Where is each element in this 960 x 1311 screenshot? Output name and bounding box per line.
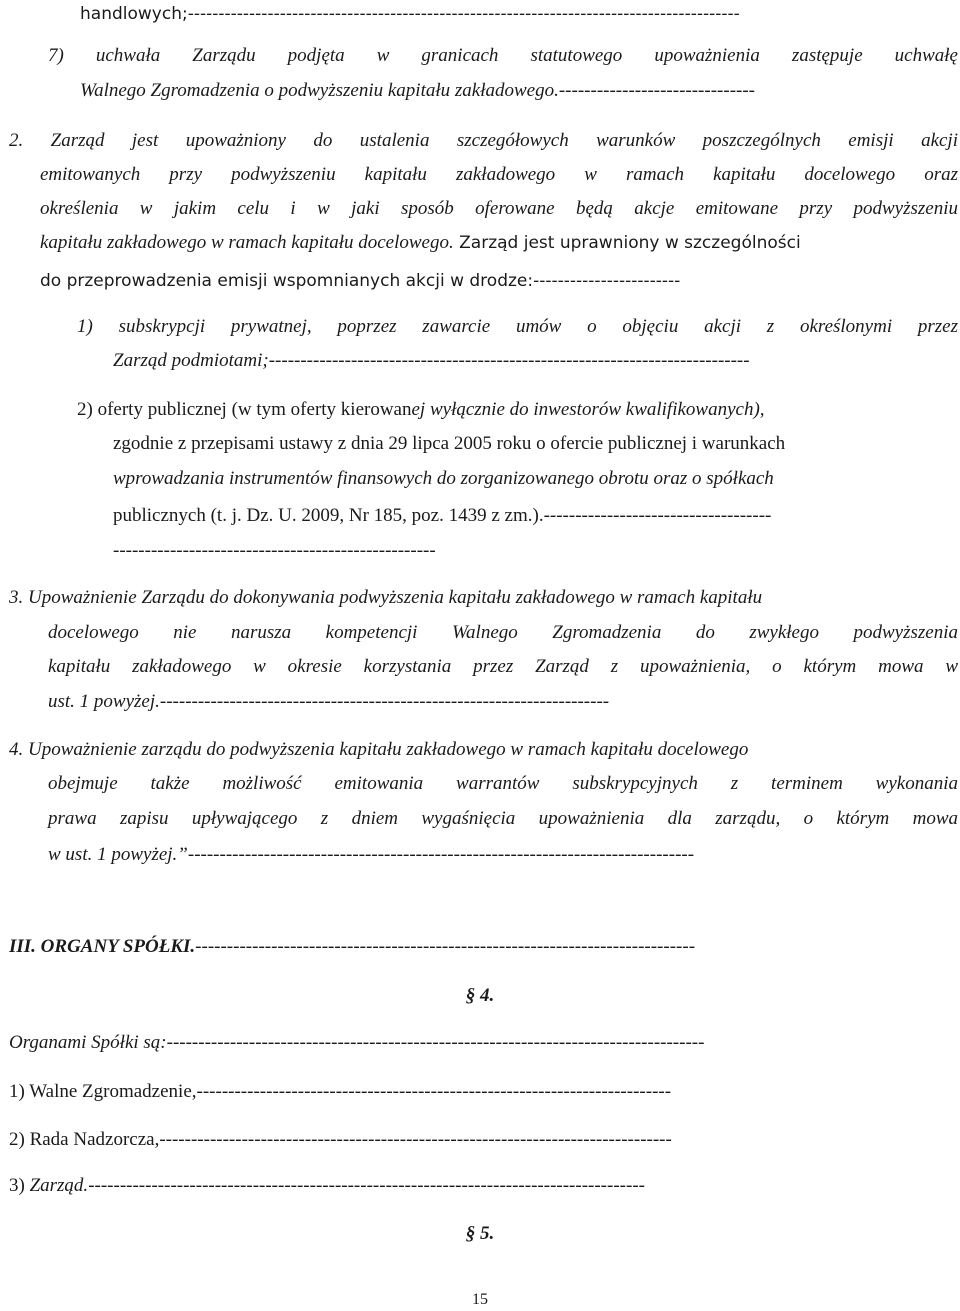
text-span: kapitału zakładowego w ramach kapitału docelowego. <box>40 232 454 253</box>
text-span: 3) <box>9 1175 30 1196</box>
text-line: 1) subskrypcji prywatnej, poprzez zawarcie umów o objęciu akcji z określonymi przez <box>77 316 958 337</box>
text-line <box>40 231 958 255</box>
text-span: ---------------------------------------------------------------------------------------- <box>88 1175 645 1196</box>
paragraph-heading: § 5. <box>465 1223 495 1244</box>
text-line: publicznych (t. j. Dz. U. 2009, Nr 185, poz. 1439 z zm.).------------------------------------ <box>113 505 772 526</box>
text-line: 4. Upoważnienie zarządu do podwyższenia kapitału zakładowego w ramach kapitału docelowego <box>9 739 749 760</box>
text-span: ------------------------------------------------------------------------------------- <box>166 1032 705 1053</box>
section-heading <box>9 935 958 959</box>
text-line: 3. Upoważnienie Zarządu do dokonywania podwyższenia kapitału zakładowego w ramach kapitału <box>9 587 763 608</box>
text-line: kapitału zakładowego w okresie korzystania przez Zarząd z upoważnienia, o którym mowa w <box>48 656 958 677</box>
text-line: obejmuje także możliwość emitowania warrantów subskrypcyjnych z terminem wykonania <box>48 773 958 794</box>
text-line: docelowego nie narusza kompetencji Walnego Zgromadzenia do zwykłego podwyższenia <box>48 622 958 643</box>
text-line: do przeprowadzenia emisji wspomnianych akcji w drodze:------------------------ <box>40 271 681 291</box>
text-span: Organami Spółki są: <box>9 1032 167 1053</box>
text-line: ust. 1 powyżej.----------------------------------------------------------------------- <box>48 691 610 712</box>
text-line: zgodnie z przepisami ustawy z dnia 29 lipca 2005 roku o ofercie publicznej i warunkach <box>113 433 786 454</box>
text-span: Zarząd jest uprawniony w szczególności <box>453 233 801 253</box>
text-line: Zarząd podmiotami;---------------------------------------------------------------------------- <box>113 350 750 371</box>
text-span: ------------------------------------------------------------------------------- <box>195 936 696 957</box>
text-line: 1) Walne Zgromadzenie,--------------------------------------------------------------------------- <box>9 1081 672 1102</box>
text-span: III. ORGANY SPÓŁKI. <box>9 936 196 957</box>
text-line <box>9 1031 958 1055</box>
text-span: 2) oferty publicznej (w tym oferty kierowan <box>77 399 412 420</box>
text-line: wprowadzania instrumentów finansowych do zorganizowanego obrotu oraz o spółkach <box>113 468 774 489</box>
text-line: handlowych;------------------------------------------------------------------------------------------ <box>80 4 740 24</box>
text-line: --------------------------------------------------- <box>113 540 436 561</box>
paragraph-heading: § 4. <box>465 985 495 1006</box>
text-line: 2. Zarząd jest upoważniony do ustalenia szczegółowych warunków poszczególnych emisji akcji <box>9 130 958 151</box>
text-line: określenia w jakim celu i w jaki sposób oferowane będą akcje emitowane przy podwyższeniu <box>40 198 958 219</box>
text-line: Walnego Zgromadzenia o podwyższeniu kapitału zakładowego.------------------------------- <box>80 80 756 101</box>
page-number: 15 <box>472 1291 488 1308</box>
text-line <box>9 1174 958 1198</box>
text-span: ej wyłącznie do inwestorów kwalifikowanych), <box>411 399 765 420</box>
text-line: prawa zapisu upływającego z dniem wygaśnięcia upoważnienia dla zarządu, o którym mowa <box>48 808 958 829</box>
text-line: 7) uchwała Zarządu podjęta w granicach statutowego upoważnienia zastępuje uchwałę <box>48 45 958 66</box>
text-line <box>77 398 958 422</box>
text-span: Zarząd. <box>29 1175 89 1196</box>
text-line: emitowanych przy podwyższeniu kapitału zakładowego w ramach kapitału docelowego oraz <box>40 164 958 185</box>
text-line: 2) Rada Nadzorcza,--------------------------------------------------------------------------------- <box>9 1129 672 1150</box>
text-line: w ust. 1 powyżej.”-------------------------------------------------------------------------------- <box>48 844 695 865</box>
